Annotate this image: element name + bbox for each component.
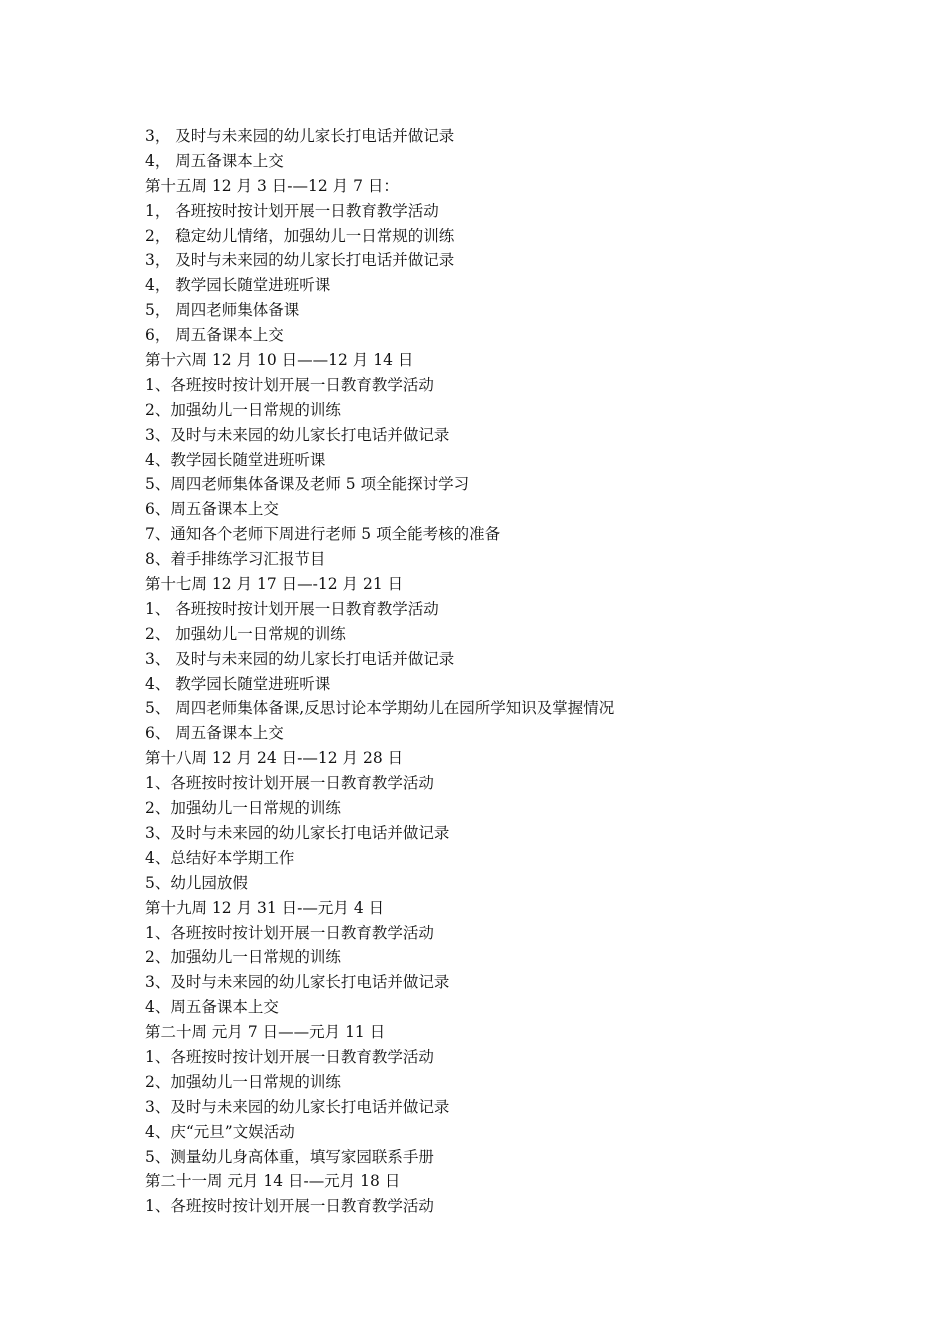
text-line: 5、测量幼儿身高体重，填写家园联系手册 — [145, 1147, 434, 1166]
text-line: 5、 周四老师集体备课,反思讨论本学期幼儿在园所学知识及掌握情况 — [145, 699, 615, 718]
text-line: 3， 及时与未来园的幼儿家长打电话并做记录 — [145, 251, 455, 270]
text-line: 4， 周五备课本上交 — [145, 151, 284, 170]
text-line: 2、 加强幼儿一日常规的训练 — [145, 624, 346, 643]
text-line: 5、幼儿园放假 — [145, 873, 248, 892]
text-line: 1、各班按时按计划开展一日教育教学活动 — [145, 1047, 434, 1066]
text-line: 第十八周 12 月 24 日-—12 月 28 日 — [145, 749, 404, 768]
document-body — [145, 124, 905, 1219]
text-line: 第十七周 12 月 17 日—-12 月 21 日 — [145, 575, 404, 594]
text-line: 1、 各班按时按计划开展一日教育教学活动 — [145, 599, 439, 618]
text-line: 6、周五备课本上交 — [145, 500, 279, 519]
text-line: 3、及时与未来园的幼儿家长打电话并做记录 — [145, 1097, 450, 1116]
text-line: 1， 各班按时按计划开展一日教育教学活动 — [145, 201, 439, 220]
text-line: 3、 及时与未来园的幼儿家长打电话并做记录 — [145, 649, 455, 668]
text-line: 1、各班按时按计划开展一日教育教学活动 — [145, 923, 434, 942]
text-line: 7、通知各个老师下周进行老师 5 项全能考核的准备 — [145, 525, 501, 544]
text-line: 8、着手排练学习汇报节目 — [145, 550, 326, 569]
text-line: 第十五周 12 月 3 日-—12 月 7 日： — [145, 176, 399, 195]
text-line: 1、各班按时按计划开展一日教育教学活动 — [145, 375, 434, 394]
text-line: 3、及时与未来园的幼儿家长打电话并做记录 — [145, 973, 450, 992]
text-line: 4、总结好本学期工作 — [145, 848, 295, 867]
text-line: 第二十周 元月 7 日——元月 11 日 — [145, 1023, 386, 1042]
text-line: 2、加强幼儿一日常规的训练 — [145, 948, 341, 967]
text-line: 1、各班按时按计划开展一日教育教学活动 — [145, 774, 434, 793]
text-line: 第十九周 12 月 31 日-—元月 4 日 — [145, 898, 385, 917]
text-line: 2， 稳定幼儿情绪，加强幼儿一日常规的训练 — [145, 226, 455, 245]
text-line: 2、加强幼儿一日常规的训练 — [145, 400, 341, 419]
text-line: 5、周四老师集体备课及老师 5 项全能探讨学习 — [145, 475, 470, 494]
text-line: 4、 教学园长随堂进班听课 — [145, 674, 331, 693]
text-line: 3、及时与未来园的幼儿家长打电话并做记录 — [145, 823, 450, 842]
text-line: 4、教学园长随堂进班听课 — [145, 450, 326, 469]
text-line: 4、庆“元旦”文娱活动 — [145, 1122, 295, 1141]
text-line: 6、 周五备课本上交 — [145, 724, 284, 743]
text-line: 1、各班按时按计划开展一日教育教学活动 — [145, 1197, 434, 1216]
text-line: 2、加强幼儿一日常规的训练 — [145, 1072, 341, 1091]
text-line: 3、及时与未来园的幼儿家长打电话并做记录 — [145, 425, 450, 444]
text-line: 3， 及时与未来园的幼儿家长打电话并做记录 — [145, 127, 455, 145]
text-line: 5， 周四老师集体备课 — [145, 301, 300, 320]
text-line: 4、周五备课本上交 — [145, 998, 279, 1017]
text-line: 第二十一周 元月 14 日-—元月 18 日 — [145, 1172, 401, 1191]
text-line: 第十六周 12 月 10 日——12 月 14 日 — [145, 351, 414, 370]
text-line: 4， 教学园长随堂进班听课 — [145, 276, 331, 295]
text-line: 2、加强幼儿一日常规的训练 — [145, 799, 341, 818]
text-line: 6， 周五备课本上交 — [145, 326, 284, 345]
